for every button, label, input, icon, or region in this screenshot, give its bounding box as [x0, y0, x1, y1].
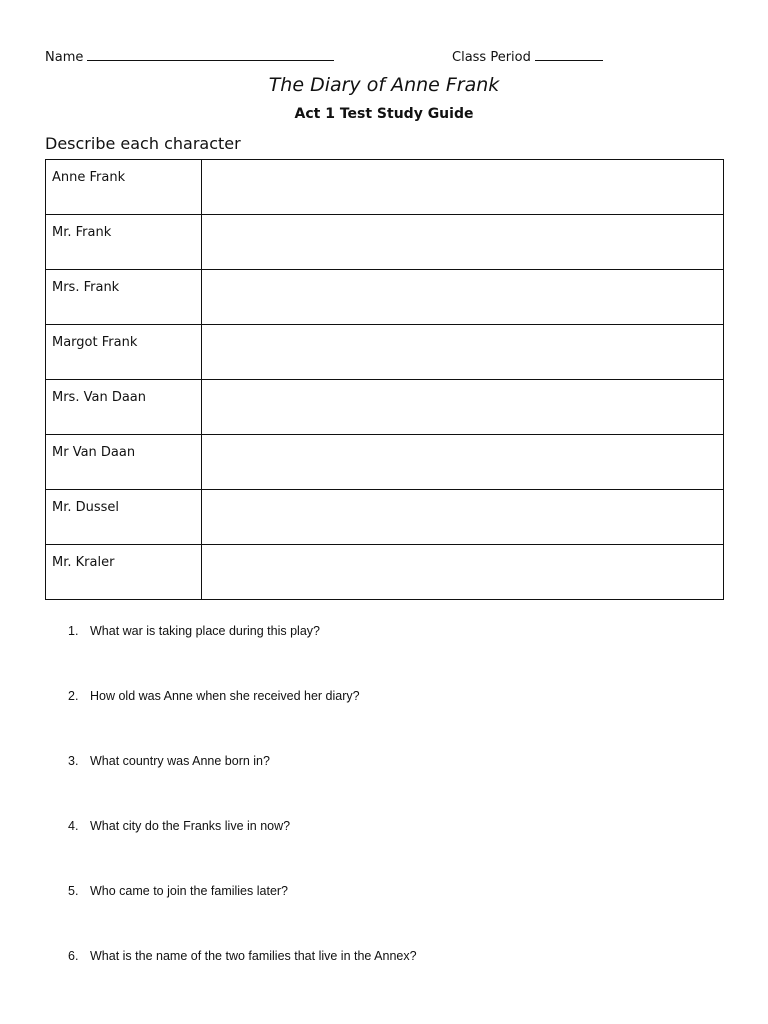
- question-text: What country was Anne born in?: [90, 754, 270, 768]
- table-row: [46, 380, 724, 435]
- document-title: The Diary of Anne Frank: [268, 74, 500, 96]
- question-item: [68, 624, 718, 689]
- character-name: Mr. Kraler: [46, 545, 202, 600]
- character-description-cell[interactable]: [202, 490, 724, 545]
- section-label: Describe each character: [45, 134, 241, 153]
- character-name: Margot Frank: [46, 325, 202, 380]
- name-blank-line[interactable]: [87, 48, 334, 61]
- question-number: 1.: [68, 624, 79, 638]
- character-description-cell[interactable]: [202, 270, 724, 325]
- character-description-cell[interactable]: [202, 435, 724, 490]
- class-period-blank-line[interactable]: [535, 48, 603, 61]
- question-number: 3.: [68, 754, 79, 768]
- question-item: [68, 689, 718, 754]
- question-number: 6.: [68, 949, 79, 963]
- question-item: [68, 754, 718, 819]
- header-row: [45, 48, 725, 68]
- character-name: Mrs. Frank: [46, 270, 202, 325]
- question-text: What city do the Franks live in now?: [90, 819, 291, 833]
- question-number: 5.: [68, 884, 79, 898]
- character-name: Anne Frank: [46, 160, 202, 215]
- table-row: [46, 325, 724, 380]
- character-name: Mrs. Van Daan: [46, 380, 202, 435]
- question-number: 4.: [68, 819, 79, 833]
- character-description-cell[interactable]: [202, 160, 724, 215]
- character-name: Mr. Dussel: [46, 490, 202, 545]
- question-list: [68, 624, 718, 1014]
- character-name: Mr. Frank: [46, 215, 202, 270]
- document-subtitle: Act 1 Test Study Guide: [294, 106, 474, 122]
- character-description-cell[interactable]: [202, 380, 724, 435]
- question-text: Who came to join the families later?: [90, 884, 289, 898]
- question-item: [68, 884, 718, 949]
- character-name: Mr Van Daan: [46, 435, 202, 490]
- question-text: How old was Anne when she received her diary?: [90, 689, 360, 703]
- table-row: [46, 270, 724, 325]
- class-period-label: Class Period: [452, 50, 531, 65]
- table-row: [46, 545, 724, 600]
- character-description-cell[interactable]: [202, 325, 724, 380]
- class-period-field-group: [452, 48, 603, 65]
- question-text: What war is taking place during this play?: [90, 624, 320, 638]
- character-description-cell[interactable]: [202, 545, 724, 600]
- question-text: What is the name of the two families that live in the Annex?: [90, 949, 417, 963]
- table-row: [46, 160, 724, 215]
- character-description-cell[interactable]: [202, 215, 724, 270]
- table-row: [46, 490, 724, 545]
- table-row: [46, 215, 724, 270]
- question-item: [68, 949, 718, 1014]
- question-item: [68, 819, 718, 884]
- question-number: 2.: [68, 689, 79, 703]
- table-row: [46, 435, 724, 490]
- name-label: Name: [45, 50, 84, 65]
- character-table: [45, 159, 724, 600]
- name-field-group: [45, 48, 334, 65]
